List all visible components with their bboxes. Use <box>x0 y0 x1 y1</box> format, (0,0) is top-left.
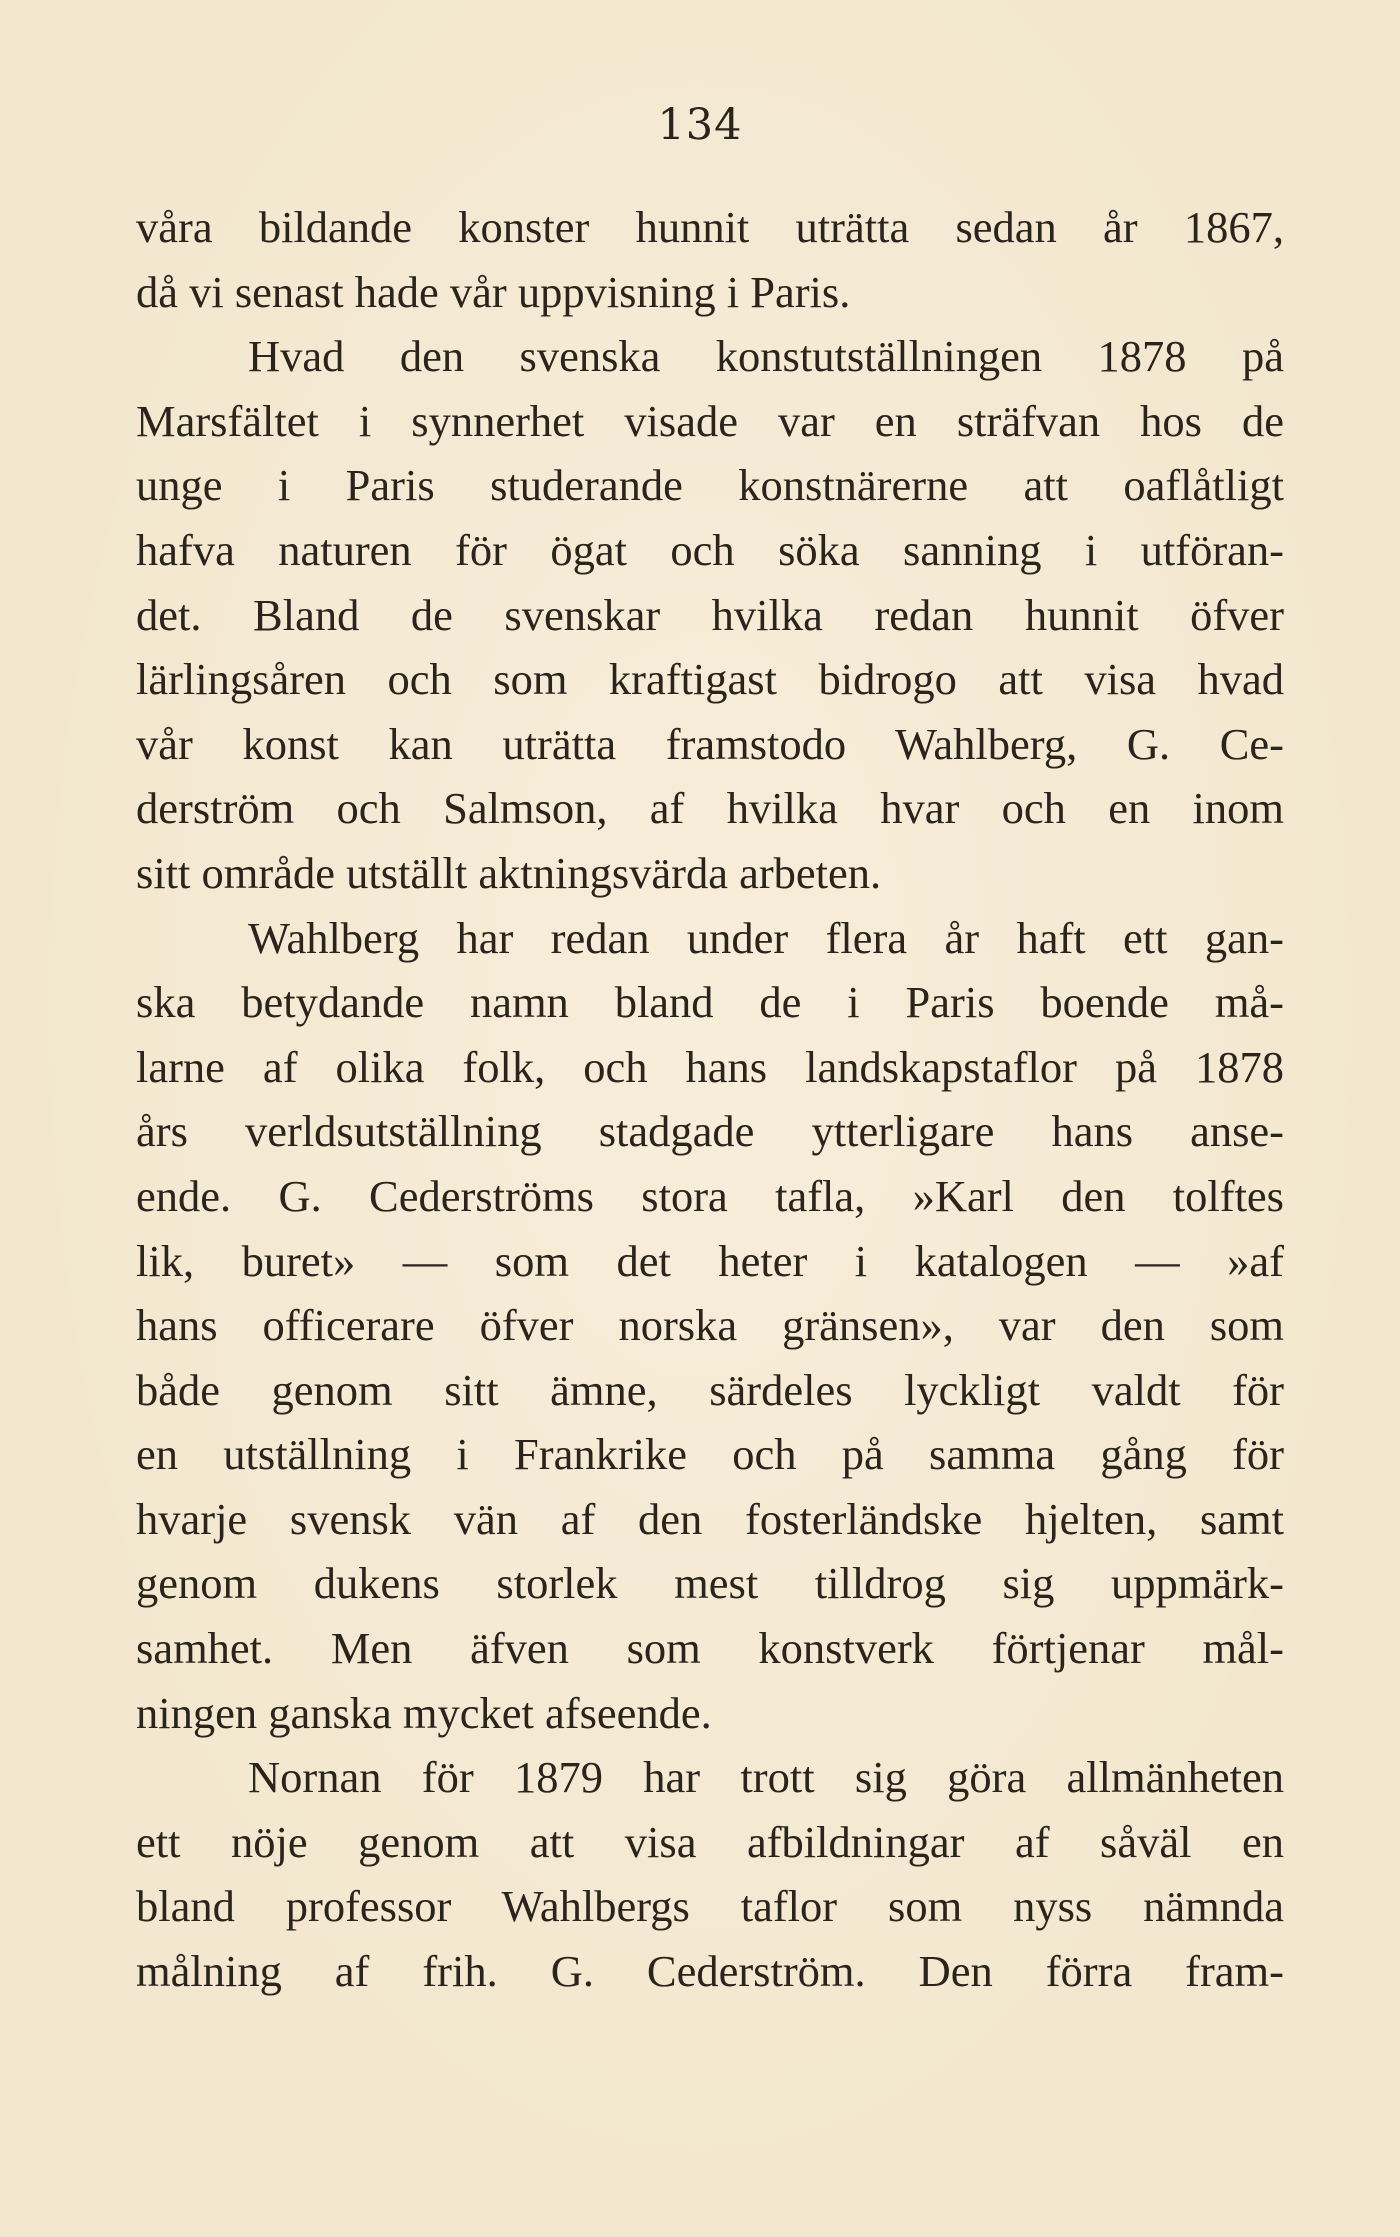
text-line: derström och Salmson, af hvilka hvar och en inom <box>136 783 1284 834</box>
text-line: Marsfältet i synnerhet visade var en sträfvan hos de <box>136 395 1284 446</box>
text-line: sitt område utställt aktningsvärda arbeten. <box>136 847 882 898</box>
text-line: både genom sitt ämne, särdeles lyckligt valdt för <box>136 1364 1284 1415</box>
text-line: våra bildande konster hunnit uträtta sedan år 1867, <box>136 202 1284 252</box>
text-line: ska betydande namn bland de i Paris boende må- <box>136 977 1284 1028</box>
text-line: hafva naturen för ögat och söka sanning i utföran- <box>136 524 1284 575</box>
text-line: Nornan för 1879 har trott sig göra allmänheten <box>248 1752 1284 1803</box>
text-line: genom dukens storlek mest tilldrog sig uppmärk- <box>136 1558 1284 1609</box>
text-line: Wahlberg har redan under flera år haft ett gan- <box>248 912 1284 963</box>
text-line: Hvad den svenska konstutställningen 1878 på <box>248 331 1284 382</box>
text-line: bland professor Wahlbergs taflor som nyss nämnda <box>136 1881 1284 1932</box>
text-line: målning af frih. G. Cederström. Den förra fram- <box>136 1946 1284 1997</box>
body-text <box>136 195 1284 2004</box>
text-line: års verldsutställning stadgade ytterligare hans anse- <box>136 1106 1284 1157</box>
text-line: larne af olika folk, och hans landskapstaflor på 1878 <box>136 1041 1284 1092</box>
text-line: hvarje svensk vän af den fosterländske hjelten, samt <box>136 1493 1284 1544</box>
text-line: lik, buret» — som det heter i katalogen — »af <box>136 1235 1284 1286</box>
text-line: unge i Paris studerande konstnärerne att oaflåtligt <box>136 460 1284 511</box>
text-line: hans officerare öfver norska gränsen», var den som <box>136 1300 1284 1351</box>
text-line: ett nöje genom att visa afbildningar af såväl en <box>136 1816 1284 1867</box>
text-line: det. Bland de svenskar hvilka redan hunnit öfver <box>136 589 1284 640</box>
text-line: då vi senast hade vår uppvisning i Paris. <box>136 266 851 317</box>
text-line: en utställning i Frankrike och på samma gång för <box>136 1429 1284 1480</box>
text-line: lärlingsåren och som kraftigast bidrogo att visa hvad <box>136 654 1284 705</box>
text-line: samhet. Men äfven som konstverk förtjenar mål- <box>136 1623 1284 1674</box>
text-line: ningen ganska mycket afseende. <box>136 1687 712 1738</box>
text-line: ende. G. Cederströms stora tafla, »Karl den tolftes <box>136 1170 1284 1221</box>
page-number: 134 <box>657 100 743 150</box>
text-line: vår konst kan uträtta framstodo Wahlberg, G. Ce- <box>136 718 1284 769</box>
